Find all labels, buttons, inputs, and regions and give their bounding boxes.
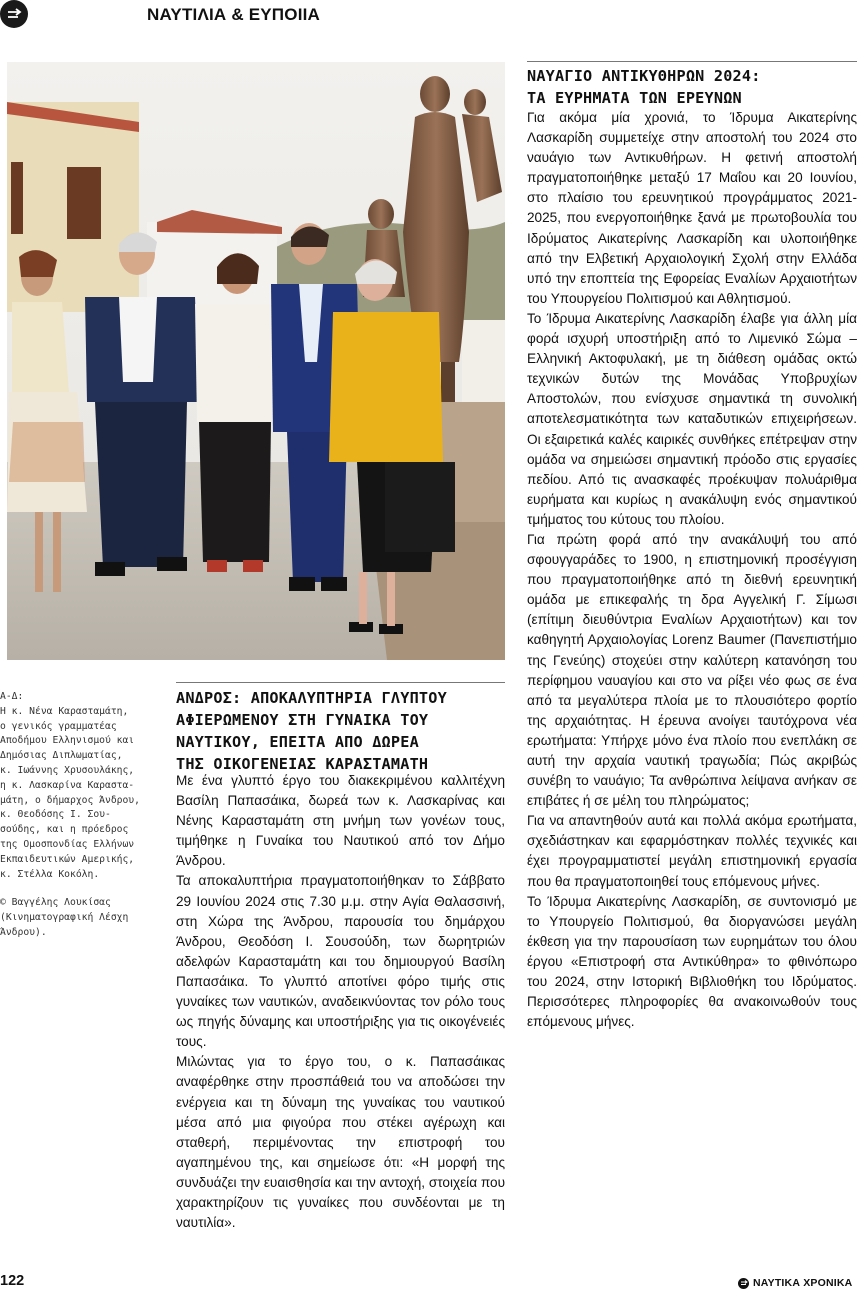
article2-paragraph: Το Ίδρυμα Αικατερίνης Λασκαρίδη έλαβε για άλλη μία φορά ισχυρή υποστήριξη από το Λιμενικό Σώμα – Ελληνική Ακτοφυλακή, με τη διάθεση ομάδας οκτώ τεχνικών δυτών της Μονάδας Υποβρυχίων Αποστολών, που ενίσχυσε σημαντικά τη συνολική αποτελεσματικότητα των καταδυτικών επιχειρήσεων. Οι εξαιρετικά καλές καιρικές συνθήκες επέτρεψαν στην ομάδα να σημειώσει σημαντική πρόοδο στις εργασίες πεδίου. Από τις ανασκαφές προέκυψαν πολυάριθμα ευρήματα και κυρίως η ανακάλυψη ενός σημαντικού τμήματος του κύτους του πλοίου. [527,310,857,527]
caption-line: κ. Στέλλα Κοκόλη. [0,868,100,880]
caption-line: Η κ. Νένα Καρασταμάτη, [0,705,129,717]
footer-brand [738,1276,857,1290]
article2-paragraph: Για να απαντηθούν αυτά και πολλά ακόμα ερωτήματα, σχεδιάστηκαν και εφαρμόστηκαν πολλές τεχνικές και έχει προγραμματιστεί μεγάλη επιστημονική εργασία που θα πραγματοποιηθεί τους επόμενους μήνες. [527,813,857,889]
article1-title-line: ΑΝΔΡΟΣ: ΑΠΟΚΑΛΥΠΤΗΡΙΑ ΓΛΥΠΤΟΥ [176,689,447,707]
caption-line: Εκπαιδευτικών Αμερικής, [0,853,135,865]
article1-title-line: ΝΑΥΤΙΚΟΥ, ΕΠΕΙΤΑ ΑΠΟ ΔΩΡΕΑ [176,733,419,751]
article2-paragraph: Για ακόμα μία χρονιά, το Ίδρυμα Αικατερίνης Λασκαρίδη συμμετείχε στην αποστολή του 2024 στο ναυάγιο των Αντικυθήρων. Η φετινή αποστολή πραγματοποιήθηκε μεταξύ 17 Μαΐου και 20 Ιουνίου, στο πλαίσιο του ερευνητικού προγράμματος 2021-2025, που ενεργοποιήθηκε ξανά με πρωτοβουλία του Ιδρύματος Αικατερίνης Λασκαρίδη και υλοποιήθηκε από την Ελβετική Αρχαιολογική Σχολή στην Ελλάδα υπό την εποπτεία της Εφορείας Εναλίων Αρχαιοτήτων του Υπουργείου Πολιτισμού και Αθλητισμού. [527,110,857,306]
credit-line: (Κινηματογραφική Λέσχη [0,912,129,924]
article1-paragraph: Μιλώντας για το έργο του, ο κ. Παπασάικας αναφέρθηκε στην προσπάθειά του να αποδώσει την ενέργεια και τη δύναμη της γυναίκας του ναυτικού μέσα από μια φιγούρα που στέκει αγέρωχη και σταθερή, περιμένοντας την επιστροφή του αγαπημένου της, και σημείωσε ότι: «Η μορφή της συνδυάζει την ευαισθησία και την αντοχή, στοιχεία που χαρακτηρίζουν τις γυναίκες που συνδέονται με τη ναυτιλία». [176,1054,506,1231]
article2-title [527,65,857,109]
article2-rule [527,61,857,62]
article2-body [527,108,857,1032]
section-title: ΝΑΥΤΙΛΙΑ & ΕΥΠΟΙΙΑ [147,5,321,24]
circle-arrow-logo-icon [0,0,28,28]
photo-credit [0,896,160,940]
article2-title-line: ΝΑΥΑΓΙΟ ΑΝΤΙΚΥΘΗΡΩΝ 2024: [527,67,761,85]
credit-line: Άνδρου). [0,926,47,938]
page-number: 122 [0,1273,25,1289]
caption-line: κ. Θεοδόσης Ι. Σου- [0,809,111,821]
caption-line: Δημόσιας Διπλωματίας, [0,750,123,762]
brand-name: ΝΑΥΤΙΚΑ ΧΡΟΝΙΚΑ [753,1277,853,1289]
caption-line: μάτη, ο δήμαρχος Άνδρου, [0,794,140,806]
article2-paragraph: Το Ίδρυμα Αικατερίνης Λασκαρίδη, σε συντονισμό με το Υπουργείο Πολιτισμού, θα διοργανώσει μεγάλη έκθεση για την παρουσίαση των ευρημάτων του όλου έργου «Επιστροφή στα Αντικύθηρα» το φθινόπωρο του 2024, στην Ιστορική Βιβλιοθήκη του Ιδρύματος. Περισσότερες πληροφορίες θα ανακοινωθούν τους επόμενους μήνες. [527,893,857,1030]
caption-line: η κ. Λασκαρίνα Καραστα- [0,779,135,791]
caption-line: ο γενικός γραμματέας [0,720,117,732]
article1-title-line: ΑΦΙΕΡΩΜΕΝΟΥ ΣΤΗ ΓΥΝΑΙΚΑ ΤΟΥ [176,711,429,729]
caption-line: Αποδήμου Ελληνισμού και [0,735,135,747]
article1-paragraph: Τα αποκαλυπτήρια πραγματοποιήθηκαν το Σάββατο 29 Ιουνίου 2024 στις 7.30 μ.μ. στην Αγία Θαλασσινή, στη Χώρα της Άνδρου, παρουσία του δημάρχου Άνδρου, Θεοδόση Ι. Σουσούδη, των δωρητριών αδελφών Καρασταμάτη και του δημιουργού Βασίλη Παπασάικα. Το γλυπτό αποτίνει φόρο τιμής στις γυναίκες των ναυτικών, αναδεικνύοντας τον ρόλο τους ως πηγής δύναμης και υποστήριξης για τις οικογένειές τους. [176,873,505,1050]
credit-line: © Βαγγέλης Λουκίσας [0,897,111,909]
article2-paragraph: Για πρώτη φορά από την ανακάλυψή του από σφουγγαράδες το 1900, η επιστημονική προσέγγιση που πραγματοποιήθηκε από τη διεθνή ερευνητική ομάδα με επικεφαλής τη δρα Αγγελική Γ. Σίμωσι (επίτιμη διευθύντρια Εναλίων Αρχαιοτήτων) και τον καθηγητή Αρχαιολογίας Lorenz Baumer (Πανεπιστήμιο της Γενεύης) στοχεύει στην καλύτερη κατανόηση του περίφημου ναυαγίου και στο να ρίξει νέο φως σε ένα από τα μεγαλύτερα πλοία με το πλουσιότερο φορτίο της αρχαιότητας. Η έρευνα ανοίγει ταυτόχρονα νέα ερωτήματα: Υπήρχε μόνο ένα πλοίο που ενεπλάκη σε αυτή την αρχαία ναυτική τραγωδία; Πώς ακριβώς συνέβη το ναυάγιο; Τα ανθρώπινα λείψανα ανήκαν σε επιβάτες ή σε μέλη του πληρώματος; [527,531,857,809]
caption-line: Α-Δ: [0,691,24,702]
article1-paragraph: Με ένα γλυπτό έργο του διακεκριμένου καλλιτέχνη Βασίλη Παπασάικα, δωρεά των κ. Λασκαρίνας και Νένης Καρασταμάτη στη μνήμη των γονέων τους, τιμήθηκε η Γυναίκα του Ναυτικού από τον Δήμο Άνδρου. [176,773,505,869]
caption-line: της Ομοσπονδίας Ελλήνων [0,838,135,850]
event-photo [7,62,505,660]
article2-title-line: ΤΑ ΕΥΡΗΜΑΤΑ ΤΩΝ ΕΡΕΥΝΩΝ [527,89,742,107]
caption-line: κ. Ιωάννης Χρυσουλάκης, [0,764,135,776]
photo-caption [0,690,160,941]
article1-rule [176,682,505,683]
article1-body [176,771,505,1233]
caption-line: σούδης, και η πρόεδρος [0,824,129,836]
article1-title-line: ΤΗΣ ΟΙΚΟΓΕΝΕΙΑΣ ΚΑΡΑΣΤΑΜΑΤΗ [176,755,429,773]
article1-title [176,687,505,775]
circle-arrow-logo-icon [738,1278,749,1289]
